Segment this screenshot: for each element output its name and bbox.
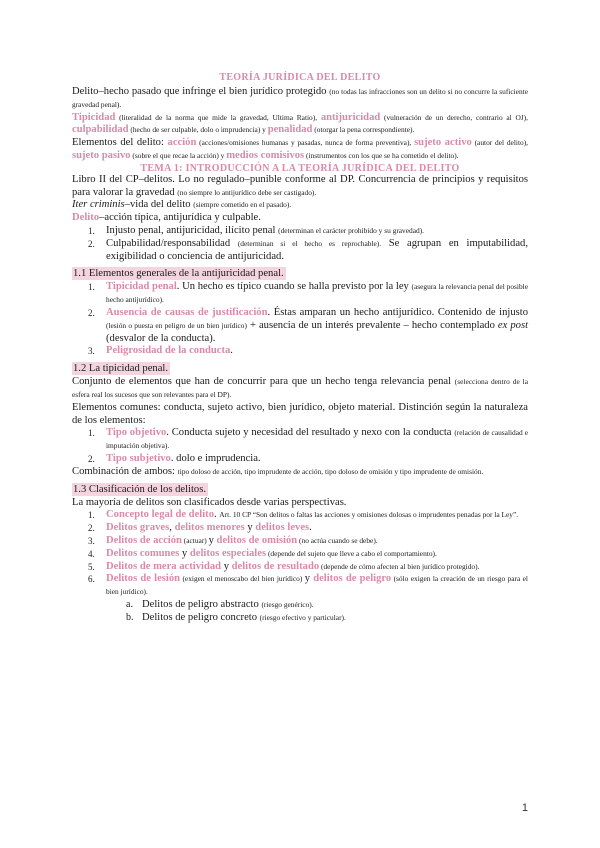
list-item: 4. Delitos comunes y delitos especiales (depende del sujeto que lleve a cabo el comportamiento). <box>88 547 437 559</box>
comunes-paragraph: Elementos comunes: conducta, sujeto activo, bien jurídico, objeto material. Distinción según la naturaleza de los elementos: <box>72 401 528 426</box>
mayoria-paragraph: La mayoría de delitos son clasificados desde varias perspectivas. <box>72 496 347 508</box>
heading-1-3: 1.3 Clasificación de los delitos. <box>73 483 206 495</box>
list-item: 1. Injusto penal, antijuricidad, ilícito penal (determinan el carácter prohibido y su gravedad). <box>88 224 425 236</box>
tipo-list <box>72 427 528 465</box>
list-item: 2. Ausencia de causas de justificación. Éstas amparan un hecho antijurídico. Contenido de injusto (lesión o puesta en peligro de un bien jurídico) + ausencia de un interés prevalente – hecho contemplado ex post (desvalor de la conducta). <box>88 306 529 344</box>
list-item: 1. Concepto legal de delito. Art. 10 CP “Son delitos o faltas las acciones y omisiones dolosas o imprudentes penadas por la Ley”. <box>88 509 519 521</box>
peligro-sublist <box>72 599 528 625</box>
list-item: 3. Peligrosidad de la conducta. <box>88 345 233 357</box>
delito-definition: Delito–hecho pasado que infringe el bien jurídico protegido (no todas las infracciones son un delito si no concurre la suficiente gravedad penal). <box>72 86 528 109</box>
document-title: TEORÍA JURÍDICA DEL DELITO <box>219 72 381 83</box>
document-page <box>72 72 528 624</box>
section-title: TEMA 1: INTRODUCCIÓN A LA TEORÍA JURÍDICA DEL DELITO <box>140 162 460 174</box>
page-number: 1 <box>521 802 528 814</box>
list-item: 2. Delitos graves, delitos menores y delitos leves. <box>88 522 312 534</box>
list-item: b. Delitos de peligro concreto (riesgo efectivo y particular). <box>126 611 346 623</box>
list-item: 1. Tipo objetivo. Conducta sujeto y necesidad del resultado y nexo con la conducta (relación de causalidad e imputación objetiva). <box>88 427 529 451</box>
conjunto-paragraph: Conjunto de elementos que han de concurrir para que un hecho tenga relevancia penal (selecciona dentro de la esfera real los sucesos que son relevantes para el DP). <box>72 376 528 399</box>
antijuricidad-list <box>72 225 528 263</box>
tipicidad-paragraph: Tipicidad (literalidad de la norma que mide la gravedad, Ultima Ratio), antijuricidad (vulneración de un derecho, contrario al OJ), culpabilidad (hecho de ser culpable, dolo o imprudencia) y penalidad (otorgar la pena correspondiente). <box>72 111 528 136</box>
list-item: 5. Delitos de mera actividad y delitos de resultado (depende de cómo afecten al bien jurídico protegido). <box>88 560 480 572</box>
elementos-generales-list <box>72 281 528 358</box>
list-item: 3. Delitos de acción (actuar) y delitos de omisión (no actúa cuando se debe). <box>88 534 378 546</box>
heading-1-1: 1.1 Elementos generales de la antijuricidad penal. <box>73 268 284 280</box>
combinacion-paragraph: Combinación de ambos: tipo doloso de acción, tipo imprudente de acción, tipo doloso de omisión y tipo imprudente de omisión. <box>72 465 484 477</box>
list-item: 6. Delitos de lesión (exigen el menoscabo del bien jurídico) y delitos de peligro (sólo exigen la creación de un riesgo para el bien jurídico). <box>88 573 528 597</box>
list-item: a. Delitos de peligro abstracto (riesgo genérico). <box>126 598 314 610</box>
libro-paragraph: Libro II del CP–delitos. Lo no regulado–punible conforme al DP. Concurrencia de principios y requisitos para valorar la gravedad (no siempre lo antijurídico debe ser castigado). <box>72 173 528 198</box>
clasificacion-list <box>72 509 528 599</box>
list-item: 2. Tipo subjetivo. dolo e imprudencia. <box>88 452 261 464</box>
elementos-paragraph: Elementos del delito: acción (acciones/omisiones humanas y pasadas, nunca de forma preventiva), sujeto activo (autor del delito), sujeto pasivo (sobre el que recae la acción) y medios comisivos (instrumentos con los que se ha cometido el delito). <box>72 137 529 161</box>
list-item: 2. Culpabilidad/responsabilidad (determinan si el hecho es reprochable). Se agrupan en imputabilidad, exigibilidad o conciencia de antijuricidad. <box>88 237 528 262</box>
heading-1-2: 1.2 La tipicidad penal. <box>73 363 169 375</box>
iter-criminis-paragraph: Iter criminis–vida del delito (siempre cometido en el pasado). <box>72 199 292 211</box>
delito-paragraph: Delito–acción típica, antijurídica y culpable. <box>72 212 261 224</box>
list-item: 1. Tipicidad penal. Un hecho es típico cuando se halla previsto por la ley (asegura la relevancia penal del posible hecho antijurídico). <box>88 281 528 305</box>
